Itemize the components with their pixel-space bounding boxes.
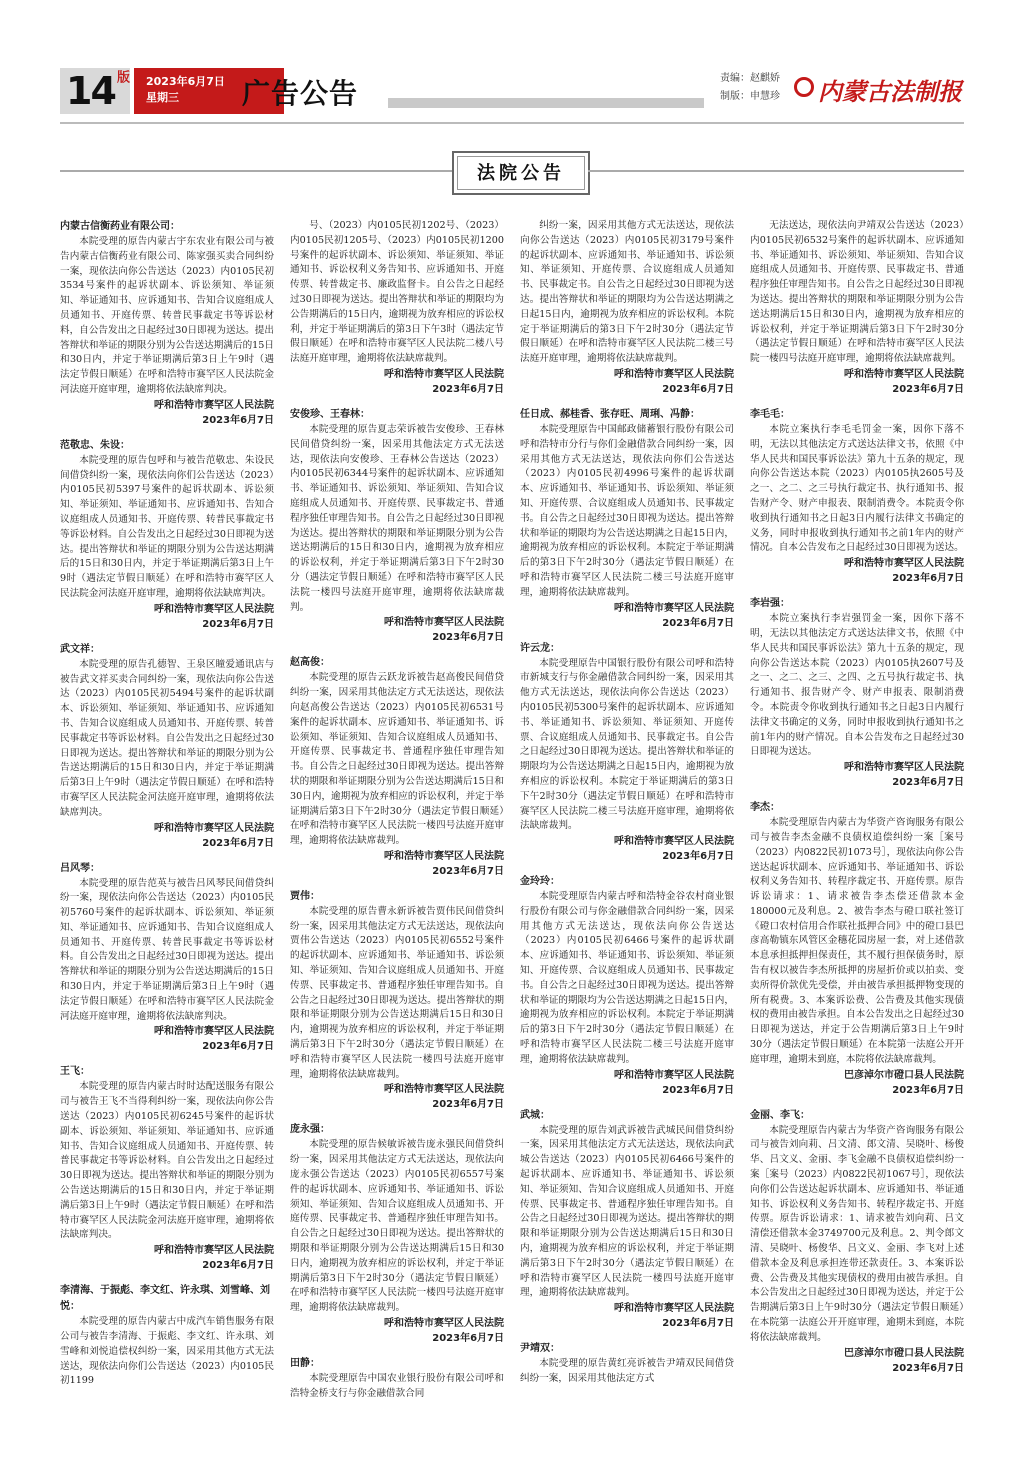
notice-body: 本院受理原告内蒙古为华资产咨询服务有限公司与被告刘向莉、吕文清、郎文清、吴晓叶、杨俊华、吕文义、金丽、李飞金融不良债权追偿纠纷一案［案号（2023）内0822民初1067号］，现依法向你们公告送达起诉状副本、应诉通知书、举证通知书、诉讼权利义务告知书、转程序裁定书、开庭传票。原告诉讼请求：1、请求被告刘向莉、吕文清偿还借款本金3749700元及利息。2、判令郎文清、吴晓叶、杨俊华、吕文义、金丽、李飞对上述借款本金及利息承担连带还款责任。3、本案诉讼费、公告费及其他实现债权的费用由被告承担。自本公告发出之日起经过30日即视为送达，并定于公告期满后第3日上午9时30分（遇法定节假日顺延）在本院第一法庭公开开庭审理，逾期未到庭，本院将依法缺席裁判。	[750, 1124, 964, 1343]
notice-party: 吕风琴：	[60, 862, 100, 874]
notice-date: 2023年6月7日	[892, 777, 964, 789]
notice-column-4	[750, 219, 964, 1459]
notice-court: 呼和浩特市赛罕区人民法院	[614, 602, 734, 614]
notice-court: 呼和浩特市赛罕区人民法院	[384, 1318, 504, 1330]
notice-party: 金玲玲：	[520, 876, 560, 888]
notice-party: 李清海、于振彪、李文红、许永琪、刘雪峰、刘悦：	[60, 1285, 270, 1313]
notice-date: 2023年6月7日	[892, 383, 964, 395]
notice-column-3	[520, 219, 734, 1459]
court-notice	[520, 1108, 734, 1332]
notice-party: 王飞：	[60, 1066, 90, 1078]
notice-court: 呼和浩特市赛罕区人民法院	[154, 1245, 274, 1257]
notice-body: 本院受理的原告黄红亮诉被告尹靖双民间借贷纠纷一案，因采用其他法定方式	[520, 1358, 734, 1385]
notice-court: 呼和浩特市赛罕区人民法院	[154, 603, 274, 615]
court-notice	[290, 889, 504, 1113]
notice-body: 无法送达，现依法向尹靖双公告送达（2023）内0105民初6532号案件的起诉状副本、应诉通知书、举证通知书、诉讼须知、举证须知、告知合议庭组成人员通知书、开庭传票、民事裁定书、普通程序独任审理告知书。自公告之日起经过30日即视为送达。提出答辩状的期限和举证期限分别为公告送达期满后15日和30日内，逾期视为放弃相应的诉讼权利，并定于举证期满后第3日下午2时30分（遇法定节假日顺延）在呼和浩特市赛罕区人民法院一楼四号法庭开庭审理，逾期将依法缺席裁判。	[750, 220, 964, 365]
notice-body: 本院受理的原告内蒙古宇东农业有限公司与被告内蒙古信衡药业有限公司、陈家强买卖合同纠纷一案，现依法向你公告送达（2023）内0105民初3534号案件的起诉状副本、诉讼须知、举证须知、举证通知书、应诉通知书、告知合议庭组成人员通知书、开庭传票、转普民事裁定书等诉讼材料，自公告发出之日起经过30日即视为送达。提出答辩状和举证的期限分别为公告送达期满后的15日和30日内，并定于举证期满后第3日上午9时（遇法定节假日顺延）在呼和浩特市赛罕区人民法院金河法庭开庭审理，逾期将依法缺席判决。	[60, 236, 274, 395]
notice-party: 赵高俊：	[290, 657, 330, 669]
newspaper-logo	[794, 72, 964, 104]
notice-date: 2023年6月7日	[662, 1084, 734, 1096]
court-notice	[290, 1356, 504, 1402]
notice-body: 本院受理的原告候敏诉被告庞永强民间借贷纠纷一案，因采用其他法定方式无法送达，现依法向庞永强公告送达（2023）内0105民初6557号案件的起诉状副本、应诉通知书、举证通知书、诉讼须知、举证须知、告知合议庭组成人员通知书、开庭传票、民事裁定书、普通程序独任审理告知书。自公告之日起经过30日即视为送达。提出答辩状的期限和举证期限分别为公告送达期满后15日和30日内，逾期视为放弃相应的诉讼权利，并定于举证期满后第3日下午2时30分（遇法定节假日顺延）在呼和浩特市赛罕区人民法院一楼四号法庭开庭审理，逾期将依法缺席裁判。	[290, 1139, 504, 1314]
notice-body: 本院受理的原告云跃龙诉被告赵高俊民间借贷纠纷一案，因采用其他法定方式无法送达，现依法向赵高俊公告送达（2023）内0105民初6531号案件的起诉状副本、应诉通知书、举证通知书、诉讼须知、举证须知、告知合议庭组成人员通知书、开庭传票、民事裁定书、普通程序独任审理告知书。自公告之日起经过30日即视为送达。提出答辩状的期限和举证期限分别为公告送达期满后15日和30日内，逾期视为放弃相应的诉讼权利，并定于举证期满后第3日下午2时30分（遇法定节假日顺延）在呼和浩特市赛罕区人民法院一楼四号法庭开庭审理，逾期将依法缺席裁判。	[290, 672, 504, 847]
notice-date: 2023年6月7日	[202, 618, 274, 630]
banner-rule-right	[588, 170, 964, 172]
section-bar	[388, 98, 704, 108]
court-notice	[520, 874, 734, 1098]
notice-body: 本院受理的原告范英与被告吕风琴民间借贷纠纷一案，现依法向你公告送达（2023）内0105民初5760号案件的起诉状副本、诉讼须知、举证须知、举证通知书、应诉通知书、告知合议庭组成人员通知书、开庭传票、转普民事裁定书等诉讼材料。自公告发出之日起经过30日即视为送达。提出答辩状和举证的期限分别为公告送达期满后的15日和30日内，并定于举证期满后第3日上午9时（遇法定节假日顺延）在呼和浩特市赛罕区人民法院金河法庭开庭审理，逾期将依法缺席判决。	[60, 877, 274, 1022]
notice-body: 本院受理原告中国农业银行股份有限公司呼和浩特金桥支行与你金融借款合同	[290, 1373, 504, 1399]
notice-date: 2023年6月7日	[432, 1099, 504, 1111]
notice-body: 本院受理的原告夏志荣诉被告安俊珍、王春林民间借贷纠纷一案，因采用其他法定方式无法送达，现依法向安俊珍、王春林公告送达（2023）内0105民初6344号案件的起诉状副本、应诉通知书、举证通知书、诉讼须知、举证须知、告知合议庭组成人员通知书、开庭传票、民事裁定书、普通程序独任审理告知书。自公告之日起经过30日即视为送达。提出答辩状的期限和举证期限分别为公告送达期满后的15日和30日内，逾期视为放弃相应的诉讼权利，并定于举证期满后第3日下午2时30分（遇法定节假日顺延）在呼和浩特市赛罕区人民法院一楼四号法庭开庭审理，逾期将依法缺席裁判。	[290, 423, 504, 613]
page-number: 14	[66, 69, 115, 113]
notice-court: 呼和浩特市赛罕区人民法院	[154, 399, 274, 411]
notice-party: 内蒙古信衡药业有限公司：	[60, 221, 180, 232]
page-header	[60, 68, 964, 118]
notice-party: 武文祥：	[60, 643, 100, 655]
notice-court: 呼和浩特市赛罕区人民法院	[384, 850, 504, 862]
notice-date: 2023年6月7日	[662, 851, 734, 863]
notices-columns	[60, 219, 970, 1459]
notice-body: 本院受理的原告包呼和与被告范敬忠、朱设民间借贷纠纷一案，现依法向你们公告送达（2023）内0105民初5397号案件的起诉状副本、诉讼须知、举证须知、举证通知书、应诉通知书、告知合议庭组成人员通知书、开庭传票、转普民事裁定书等诉讼材料。自公告发出之日起经过30日即视为送达。提出答辩状和举证的期限分别为公告送达期满后的15日和30日内，并定于举证期满后第3日上午9时（遇法定节假日顺延）在呼和浩特市赛罕区人民法院金河法庭开庭审理，逾期将依法缺席判决。	[60, 454, 274, 599]
notice-date: 2023年6月7日	[662, 617, 734, 629]
notice-date: 2023年6月7日	[432, 865, 504, 877]
court-notice	[750, 596, 964, 790]
notice-body: 本院受理原告中国银行股份有限公司呼和浩特市新城支行与你金融借款合同纠纷一案，因采用其他方式无法送达，现依法向你公告送达（2023）内0105民初5300号案件的起诉状副本、应诉通知书、举证通知书、诉讼须知、举证须知、开庭传票、合议庭组成人员通知书、民事裁定书。自公告之日起经过30日即视为送达。提出答辩状和举证的期限均为公告送达期满之日起15日内，逾期视为放弃相应的诉讼权利。本院定于举证期满后的第3日下午2时30分（遇法定节假日顺延）在呼和浩特市赛罕区人民法院二楼三号法庭开庭审理，逾期将依法缺席裁判。	[520, 657, 734, 832]
court-notice	[290, 219, 504, 397]
notice-court: 呼和浩特市赛罕区人民法院	[844, 558, 964, 570]
notice-court: 呼和浩特市赛罕区人民法院	[614, 1069, 734, 1081]
notice-party: 尹靖双：	[520, 1343, 560, 1355]
court-notice	[520, 641, 734, 865]
notice-body: 本院受理原告内蒙古为华资产咨询服务有限公司与被告李杰金融不良债权追偿纠纷一案［案号（2023）内0822民初1073号］，现依法向你公告送达起诉状副本、应诉通知书、举证通知书、诉讼权利义务告知书、转程序裁定书、开庭传票。原告诉讼请求：1、请求被告李杰偿还借款本金180000元及利息。2、被告李杰与磴口联社签订《磴口农村信用合作联社抵押合同》中的磴口县巴彦高勒镇东风管区金穗花园房屋一套，对上述借款本息承担抵押担保责任，其不履行担保债务时，原告有权以被告李杰所抵押的房屋折价或以拍卖、变卖所得价款优先受偿，并由被告承担抵押物变现的所有税费。3、本案诉讼费、公告费及其他实现债权的费用由被告承担。自本公告发出之日起经过30日即视为送达，并定于公告期满后第3日上午9时30分（遇法定节假日顺延）在本院第一法庭公开开庭审理，逾期未到庭，本院将依法缺席裁判。	[750, 817, 964, 1065]
issue-weekday: 星期三	[146, 91, 179, 104]
notice-court: 呼和浩特市赛罕区人民法院	[844, 762, 964, 774]
notice-column-2	[290, 219, 504, 1459]
page-number-box	[60, 68, 130, 114]
banner-title: 法院公告	[477, 163, 565, 184]
notice-date: 2023年6月7日	[662, 383, 734, 395]
notice-court: 呼和浩特市赛罕区人民法院	[384, 368, 504, 380]
notice-party: 金丽、李飞：	[750, 1109, 810, 1121]
court-notice	[520, 407, 734, 631]
notice-body: 本院受理原告中国邮政储蓄银行股份有限公司呼和浩特市分行与你们金融借款合同纠纷一案，因采用其他方式无法送达，现依法向你们公告送达（2023）内0105民初4996号案件的起诉状副本、应诉通知书、举证通知书、诉讼须知、举证须知、开庭传票、合议庭组成人员通知书、民事裁定书。自公告之日起经过30日即视为送达。提出答辩状和举证的期限均为公告送达期满之日起15日内，逾期视为放弃相应的诉讼权利。本院定于举证期满后的第3日下午2时30分（遇法定节假日顺延）在呼和浩特市赛罕区人民法院二楼三号法庭开庭审理，逾期将依法缺席裁判。	[520, 423, 734, 598]
notice-date: 2023年6月7日	[892, 1084, 964, 1096]
court-notice	[60, 1064, 274, 1273]
editor-name: 责编：赵麒娇	[720, 73, 780, 84]
notice-date: 2023年6月7日	[432, 383, 504, 395]
section-title: 广告公告	[242, 77, 359, 110]
court-notice	[60, 1283, 274, 1389]
notice-party: 李毛毛：	[750, 408, 790, 420]
court-notice	[60, 861, 274, 1055]
notice-party: 范敬忠、朱设：	[60, 439, 130, 451]
notice-court: 呼和浩特市赛罕区人民法院	[154, 1026, 274, 1038]
court-notice	[60, 219, 274, 428]
notice-court: 呼和浩特市赛罕区人民法院	[614, 368, 734, 380]
court-notice	[60, 438, 274, 632]
court-notice	[290, 407, 504, 645]
notice-date: 2023年6月7日	[432, 632, 504, 644]
notice-court: 巴彦淖尔市磴口县人民法院	[844, 1347, 964, 1359]
court-notice	[290, 1122, 504, 1346]
notice-body: 本院受理的原告曹永新诉被告贾伟民间借贷纠纷一案，因采用其他法定方式无法送达，现依法向贾伟公告送达（2023）内0105民初6552号案件的起诉状副本、应诉通知书、举证通知书、诉讼须知、举证须知、告知合议庭组成人员通知书、开庭传票、民事裁定书、普通程序独任审理告知书。自公告之日起经过30日即视为送达。提出答辩状的期限和举证期限分别为公告送达期满后15日和30日内，逾期视为放弃相应的诉讼权利，并定于举证期满后第3日下午2时30分（遇法定节假日顺延）在呼和浩特市赛罕区人民法院一楼四号法庭开庭审理，逾期将依法缺席裁判。	[290, 905, 504, 1080]
notice-body: 本院立案执行李毛毛罚金一案，因你下落不明，无法以其他法定方式送达法律文书，依照《中华人民共和国民事诉讼法》第九十五条的规定，现向你公告送达本院（2023）内0105执2605号及之一、之二、之三号执行裁定书、执行通知书、报告财产令、财产申报表、限制消费令。本院责令你收到执行通知书之日起3日内履行法律文书确定的义务，同时申报收到执行通知书之前1年内的财产情况。自本公告发布之日起经过30日即视为送达。	[750, 423, 964, 554]
notice-date: 2023年6月7日	[892, 1362, 964, 1374]
notice-date: 2023年6月7日	[662, 1318, 734, 1330]
header-divider	[60, 122, 964, 124]
notice-court: 呼和浩特市赛罕区人民法院	[844, 368, 964, 380]
court-notice	[750, 407, 964, 586]
notice-party: 田静：	[290, 1358, 320, 1370]
notice-column-1	[60, 219, 274, 1459]
court-notice	[290, 655, 504, 879]
notice-body: 号、（2023）内0105民初1202号、（2023）内0105民初1205号、（2023）内0105民初1200号案件的起诉状副本、诉讼须知、举证须知、举证通知书、诉讼权利义务告知书、应诉通知书、开庭传票、转普裁定书、廉政监督卡。自公告之日起经过30日即视为送达。提出答辩状和举证的期限均为公告期满后的15日内，逾期视为放弃相应的诉讼权利，并定于举证期满后的第3日下午3时（遇法定节假日顺延）在呼和浩特市赛罕区人民法院二楼八号法庭开庭审理，逾期将依法缺席裁判。	[290, 220, 504, 365]
notice-party: 李岩强：	[750, 598, 790, 610]
court-notice	[750, 219, 964, 397]
page-label: 版	[114, 70, 129, 83]
court-notice	[60, 642, 274, 851]
newspaper-name: 内蒙古法制报	[818, 77, 962, 106]
issue-date: 2023年6月7日	[146, 75, 225, 88]
notice-party: 李杰：	[750, 802, 780, 814]
notice-court: 呼和浩特市赛罕区人民法院	[384, 1084, 504, 1096]
notice-body: 本院受理的原告内蒙古中成汽车销售服务有限公司与被告李清海、于振彪、李文红、许永琪、刘雪峰和刘悦追偿权纠纷一案，因采用其他方式无法送达，现依法向你们公告送达（2023）内0105民初1199	[60, 1316, 274, 1387]
banner-rule-left	[60, 170, 452, 172]
notice-party: 任日成、郝桂香、张存旺、周琍、冯静：	[520, 408, 700, 420]
notice-date: 2023年6月7日	[202, 1260, 274, 1272]
notice-date: 2023年6月7日	[202, 837, 274, 849]
notice-court: 呼和浩特市赛罕区人民法院	[154, 822, 274, 834]
notice-date: 2023年6月7日	[432, 1333, 504, 1345]
notice-body: 纠纷一案，因采用其他方式无法送达，现依法向你公告送达（2023）内0105民初3179号案件的起诉状副本、应诉通知书、举证通知书、诉讼须知、举证须知、开庭传票、合议庭组成人员通知书、民事裁定书。自公告之日起经过30日即视为送达。提出答辩状和举证的期限均为公告送达期满之日起15日内，逾期视为放弃相应的诉讼权利。本院定于举证期满后的第3日下午2时30分（遇法定节假日顺延）在呼和浩特市赛罕区人民法院二楼三号法庭开庭审理，逾期将依法缺席裁判。	[520, 220, 734, 365]
notice-body: 本院受理的原告刘武诉被告武城民间借贷纠纷一案，因采用其他法定方式无法送达，现依法向武城公告送达（2023）内0105民初6466号案件的起诉状副本、应诉通知书、举证通知书、诉讼须知、举证须知、告知合议庭组成人员通知书、开庭传票、民事裁定书、普通程序独任审理告知书。自公告之日起经过30日即视为送达。提出答辩状的期限和举证期限分别为公告送达期满后15日和30日内，逾期视为放弃相应的诉讼权利，并定于举证期满后第3日下午2时30分（遇法定节假日顺延）在呼和浩特市赛罕区人民法院一楼四号法庭开庭审理，逾期将依法缺席裁判。	[520, 1124, 734, 1299]
editor-credits	[720, 70, 780, 106]
notice-court: 巴彦淖尔市磴口县人民法院	[844, 1069, 964, 1081]
notice-date: 2023年6月7日	[202, 414, 274, 426]
notice-court: 呼和浩特市赛罕区人民法院	[384, 617, 504, 629]
producer-name: 制版：申慧珍	[720, 91, 780, 102]
court-notice	[750, 1108, 964, 1376]
notice-party: 武城：	[520, 1109, 550, 1121]
notice-court: 呼和浩特市赛罕区人民法院	[614, 1303, 734, 1315]
court-notice-banner	[452, 151, 590, 195]
notice-party: 许云龙：	[520, 642, 560, 654]
notice-party: 贾伟：	[290, 890, 320, 902]
notice-party: 庞永强：	[290, 1124, 330, 1136]
court-notice	[520, 1341, 734, 1387]
court-notice	[750, 800, 964, 1098]
court-notice	[520, 219, 734, 397]
notice-body: 本院立案执行李岩强罚金一案，因你下落不明，无法以其他法定方式送达法律文书，依照《中华人民共和国民事诉讼法》第九十五条的规定，现向你公告送达本院（2023）内0105执2607号及之一、之二、之三、之四、之五号执行裁定书、执行通知书、报告财产令、财产申报表、限制消费令。本院责令你收到执行通知书之日起3日内履行法律文书确定的义务，同时申报收到执行通知书之前1年内的财产情况。自本公告发布之日起经过30日即视为送达。	[750, 613, 964, 758]
notice-date: 2023年6月7日	[892, 573, 964, 585]
notice-body: 本院受理的原告内蒙古时时达配送服务有限公司与被告王飞不当得利纠纷一案，现依法向你公告送达（2023）内0105民初6245号案件的起诉状副本、诉讼须知、举证须知、举证通知书、应诉通知书、告知合议庭组成人员通知书、开庭传票、转普民事裁定书等诉讼材料。自公告发出之日起经过30日即视为送达。提出答辩状和举证的期限分别为公告送达期满后的15日和30日内，并定于举证期满后第3日上午9时（遇法定节假日顺延）在呼和浩特市赛罕区人民法院金河法庭开庭审理，逾期将依法缺席判决。	[60, 1081, 274, 1241]
notice-party: 安俊珍、王春林：	[290, 408, 370, 420]
notice-body: 本院受理原告内蒙古呼和浩特金谷农村商业银行股份有限公司与你金融借款合同纠纷一案，因采用其他方式无法送达，现依法向你公告送达（2023）内0105民初6466号案件的起诉状副本、应诉通知书、举证通知书、诉讼须知、举证须知、开庭传票、合议庭组成人员通知书、民事裁定书。自公告之日起经过30日即视为送达。提出答辩状和举证的期限均为公告送达期满之日起15日内，逾期视为放弃相应的诉讼权利。本院定于举证期满后的第3日下午2时30分（遇法定节假日顺延）在呼和浩特市赛罕区人民法院二楼三号法庭开庭审理，逾期将依法缺席裁判。	[520, 891, 734, 1065]
notice-body: 本院受理的原告孔德智、王泉区瞳爱通讯店与被告武文祥买卖合同纠纷一案，现依法向你公告送达（2023）内0105民初5494号案件的起诉状副本、诉讼须知、举证须知、举证通知书、应诉通知书、告知合议庭组成人员通知书、开庭传票、转普民事裁定书等诉讼材料。自公告发出之日起经过30日即视为送达。提出答辩状和举证的期限分别为公告送达期满后的15日和30日内，并定于举证期满后第3日上午9时（遇法定节假日顺延）在呼和浩特市赛罕区人民法院金河法庭开庭审理，逾期将依法缺席判决。	[60, 658, 274, 818]
logo-icon	[794, 77, 814, 97]
notice-court: 呼和浩特市赛罕区人民法院	[614, 836, 734, 848]
notice-date: 2023年6月7日	[202, 1041, 274, 1053]
